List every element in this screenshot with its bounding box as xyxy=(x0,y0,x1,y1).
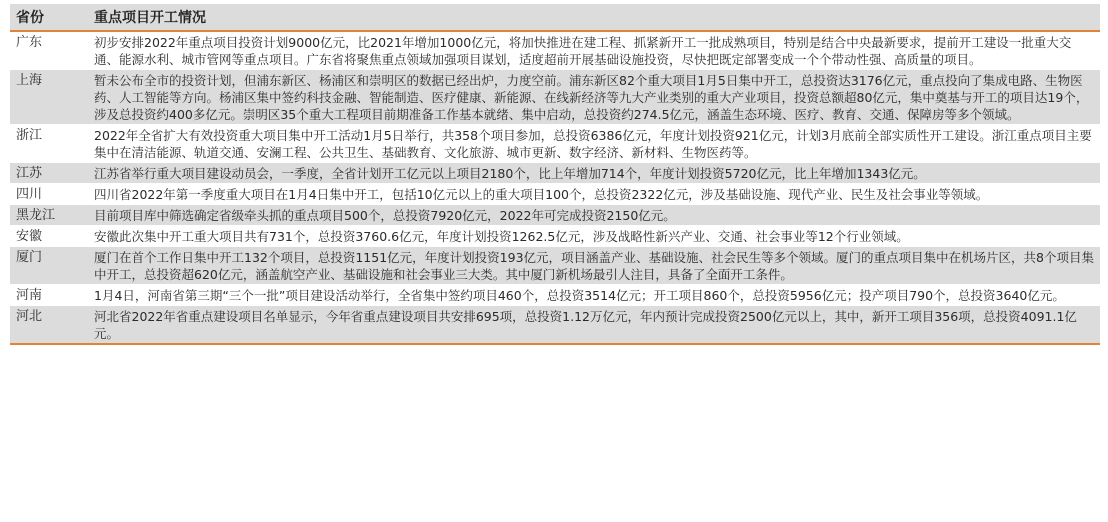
project-cell: 初步安排2022年重点项目投资计划9000亿元，比2021年增加1000亿元，将加快推进在建工程、抓紧新开工一批成熟项目，特别是结合中央最新要求，提前开工建设一批重大交通、能源水利、城市管网等重点项目。广东省将聚焦重点领域加强项目谋划，适度超前开展基础设施投资，尽快把既定部署变成一个个带动性强、高质量的项目。 xyxy=(88,31,1100,70)
province-cell: 江苏 xyxy=(10,163,88,184)
province-cell: 黑龙江 xyxy=(10,205,88,226)
project-cell: 四川省2022年第一季度重大项目在1月4日集中开工，包括10亿元以上的重大项目100个，总投资2322亿元，涉及基础设施、现代产业、民生及社会事业等领域。 xyxy=(88,184,1100,205)
project-table-container xyxy=(10,4,1100,345)
project-cell: 目前项目库中筛选确定省级牵头抓的重点项目500个，总投资7920亿元，2022年可完成投资2150亿元。 xyxy=(88,205,1100,226)
table-row xyxy=(10,184,1100,205)
project-cell: 暂未公布全市的投资计划，但浦东新区、杨浦区和崇明区的数据已经出炉，力度空前。浦东新区82个重大项目1月5日集中开工，总投资达3176亿元，重点投向了集成电路、生物医药、人工智能等方向。杨浦区集中签约科技金融、智能制造、医疗健康、新能源、在线新经济等九大产业类别的重大产业项目，投资总额超80亿元，集中奠基与开工的项目达19个，涉及总投资约400多亿元。崇明区35个重大工程项目前期准备工作基本就绪、集中启动，总投资约274.5亿元，涵盖生态环境、医疗、教育、交通、保障房等多个领域。 xyxy=(88,70,1100,125)
project-cell: 厦门在首个工作日集中开工132个项目，总投资1151亿元，年度计划投资193亿元，项目涵盖产业、基础设施、社会民生等多个领域。厦门的重点项目集中在机场片区，共8个项目集中开工，总投资超620亿元，涵盖航空产业、基础设施和社会事业三大类。其中厦门新机场最引人注目，具备了全面开工条件。 xyxy=(88,247,1100,285)
province-cell: 河北 xyxy=(10,306,88,345)
table-row xyxy=(10,247,1100,285)
table-row xyxy=(10,285,1100,306)
project-cell: 河北省2022年省重点建设项目名单显示，今年省重点建设项目共安排695项，总投资1.12万亿元，年内预计完成投资2500亿元以上，其中，新开工项目356项，总投资4091.1亿元。 xyxy=(88,306,1100,345)
project-cell: 2022年全省扩大有效投资重大项目集中开工活动1月5日举行，共358个项目参加，总投资6386亿元，年度计划投资921亿元，计划3月底前全部实质性开工建设。浙江重点项目主要集中在清洁能源、轨道交通、安澜工程、公共卫生、基础教育、文化旅游、城市更新、数字经济、新材料、生物医药等。 xyxy=(88,125,1100,163)
header-province: 省份 xyxy=(10,4,88,31)
project-cell: 安徽此次集中开工重大项目共有731个，总投资3760.6亿元，年度计划投资1262.5亿元，涉及战略性新兴产业、交通、社会事业等12个行业领域。 xyxy=(88,226,1100,247)
province-cell: 河南 xyxy=(10,285,88,306)
table-header-row xyxy=(10,4,1100,31)
province-cell: 上海 xyxy=(10,70,88,125)
project-cell: 1月4日，河南省第三期“三个一批”项目建设活动举行，全省集中签约项目460个，总投资3514亿元；开工项目860个，总投资5956亿元；投产项目790个，总投资3640亿元。 xyxy=(88,285,1100,306)
key-projects-table xyxy=(10,4,1100,345)
table-row xyxy=(10,163,1100,184)
project-cell: 江苏省举行重大项目建设动员会，一季度，全省计划开工亿元以上项目2180个，比上年增加714个，年度计划投资5720亿元，比上年增加1343亿元。 xyxy=(88,163,1100,184)
header-project-status: 重点项目开工情况 xyxy=(88,4,1100,31)
province-cell: 浙江 xyxy=(10,125,88,163)
table-row xyxy=(10,31,1100,70)
table-row xyxy=(10,226,1100,247)
table-row xyxy=(10,306,1100,345)
province-cell: 广东 xyxy=(10,31,88,70)
province-cell: 安徽 xyxy=(10,226,88,247)
table-row xyxy=(10,70,1100,125)
table-row xyxy=(10,125,1100,163)
table-row xyxy=(10,205,1100,226)
province-cell: 四川 xyxy=(10,184,88,205)
province-cell: 厦门 xyxy=(10,247,88,285)
